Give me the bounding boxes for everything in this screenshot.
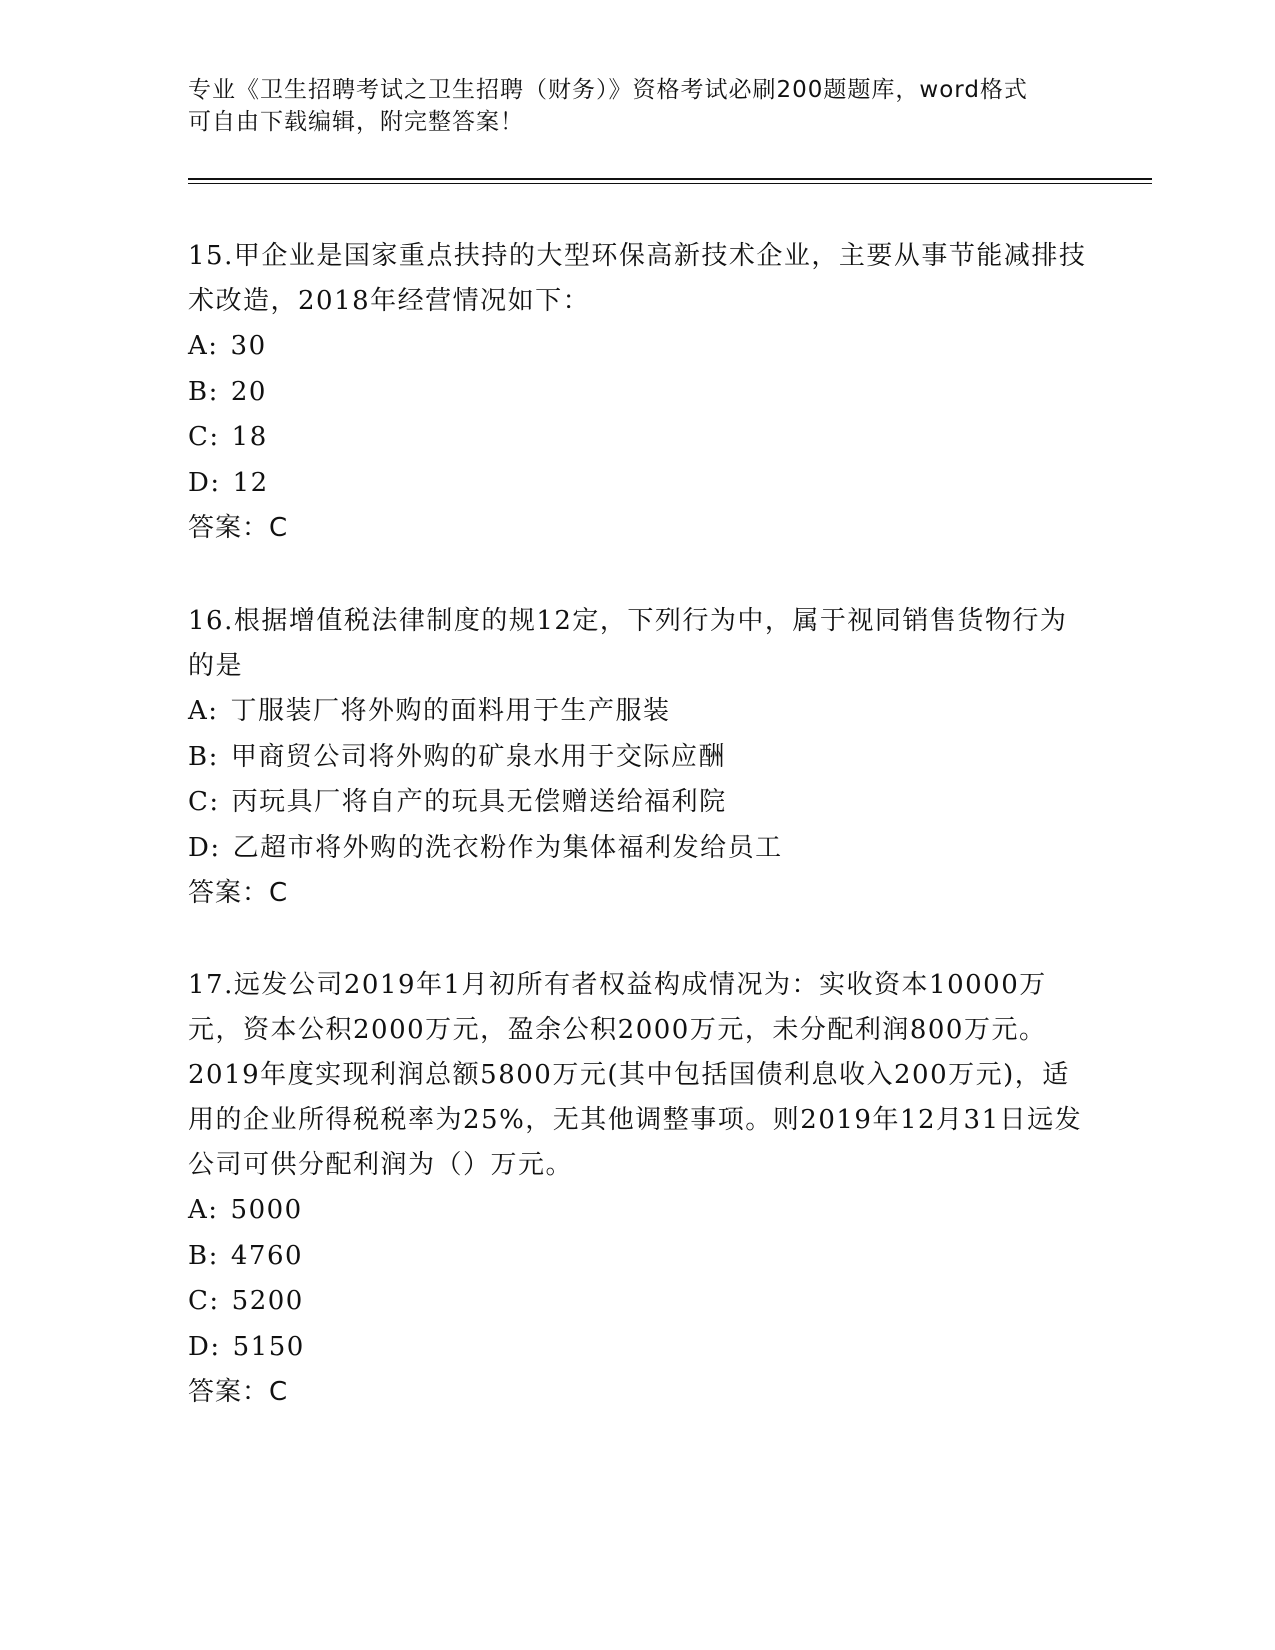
option-key: D — [188, 1331, 211, 1362]
option-key: C — [188, 787, 210, 817]
option-separator: : — [210, 1331, 221, 1362]
question-stem: 17.远发公司2019年1月初所有者权益构成情况为：实收资本10000万元，资本公积2000万元，盈余公积2000万元，未分配利润800万元。2019年度实现利润总额5800万元(其中包括国债利息收入200万元)，适用的企业所得税税率为25%，无其他调整事项。则2019年12月31日远发公司可供分配利润为（）万元。 — [188, 970, 1083, 1180]
option-text: 甲商贸公司将外购的矿泉水用于交际应酬 — [230, 741, 726, 772]
option-key: D — [188, 832, 211, 863]
question-15 — [188, 234, 1088, 551]
option-separator: : — [209, 787, 220, 817]
option-separator: : — [208, 741, 219, 772]
question-stem: 15.甲企业是国家重点扶持的大型环保高新技术企业，主要从事节能减排技术改造，2018年经营情况如下： — [188, 241, 1087, 316]
option-key: A — [188, 1195, 209, 1225]
option-key: A — [188, 331, 209, 361]
option-separator: : — [208, 376, 219, 407]
option-key: D — [188, 467, 211, 498]
document-header — [188, 74, 1088, 138]
question-16 — [188, 599, 1088, 916]
option-text: 5150 — [232, 1331, 305, 1362]
option-separator: : — [208, 1195, 219, 1225]
option-separator: : — [210, 467, 221, 498]
option-text: 5000 — [230, 1195, 303, 1225]
option-d — [188, 461, 1088, 507]
question-stem: 16.根据增值税法律制度的规12定，下列行为中，属于视同销售货物行为的是 — [188, 606, 1068, 681]
option-text: 丙玩具厂将自产的玩具无偿赠送给福利院 — [231, 787, 727, 817]
option-b — [188, 735, 1088, 781]
option-c — [188, 1279, 1088, 1325]
option-b — [188, 370, 1088, 416]
option-separator: : — [209, 422, 220, 452]
option-b — [188, 1234, 1088, 1280]
option-text: 乙超市将外购的洗衣粉作为集体福利发给员工 — [232, 832, 783, 863]
question-17 — [188, 963, 1088, 1415]
option-separator: : — [208, 1240, 219, 1271]
answer-label: 答案：C — [188, 1377, 289, 1407]
header-title-line-1: 专业《卫生招聘考试之卫生招聘（财务）》资格考试必刷200题题库，word格式 — [188, 77, 1028, 103]
option-text: 12 — [232, 467, 269, 498]
option-c — [188, 780, 1088, 826]
option-key: A — [188, 696, 209, 726]
option-text: 18 — [231, 422, 268, 452]
option-text: 20 — [230, 376, 267, 407]
option-key: B — [188, 741, 209, 772]
option-separator: : — [208, 331, 219, 361]
answer-label: 答案：C — [188, 878, 289, 908]
option-text: 4760 — [230, 1240, 304, 1271]
option-a — [188, 1188, 1088, 1234]
option-a — [188, 324, 1088, 370]
option-separator: : — [210, 832, 221, 863]
header-divider — [188, 178, 1152, 184]
option-separator: : — [209, 1286, 220, 1316]
option-c — [188, 415, 1088, 461]
option-a — [188, 689, 1088, 735]
option-separator: : — [208, 696, 219, 726]
option-d — [188, 1325, 1088, 1371]
answer-label: 答案：C — [188, 513, 289, 543]
header-title-line-2: 可自由下载编辑，附完整答案！ — [188, 109, 524, 135]
option-key: B — [188, 376, 209, 407]
option-text: 5200 — [231, 1286, 304, 1316]
option-key: C — [188, 422, 210, 452]
option-text: 30 — [230, 331, 267, 361]
option-d — [188, 826, 1088, 872]
option-key: B — [188, 1240, 209, 1271]
option-key: C — [188, 1286, 210, 1316]
option-text: 丁服装厂将外购的面料用于生产服装 — [230, 696, 671, 726]
